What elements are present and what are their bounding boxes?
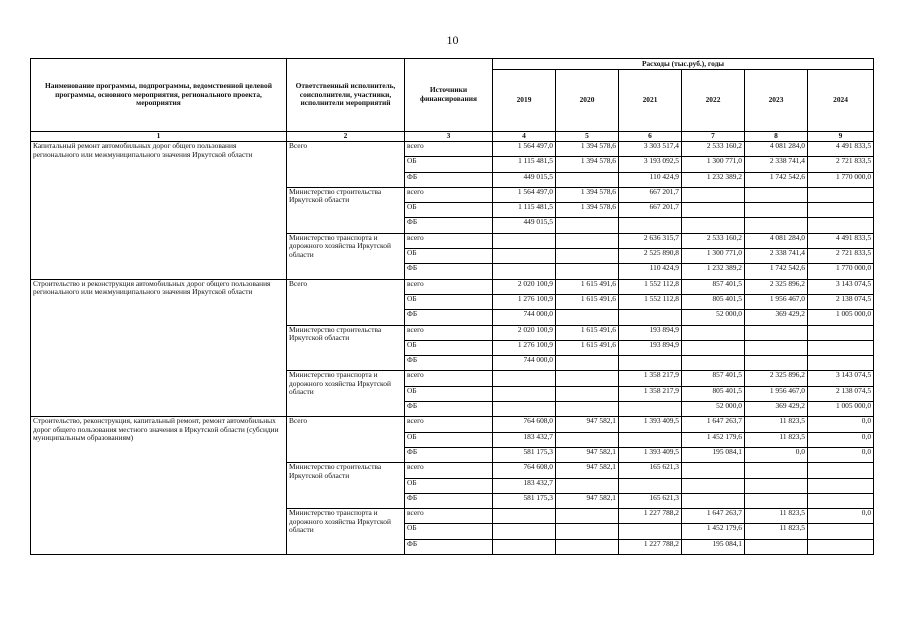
amount-cell: [745, 203, 808, 218]
amount-cell: [556, 264, 619, 279]
amount-cell: 805 401,5: [682, 294, 745, 309]
amount-cell: 2 138 074,5: [808, 294, 874, 309]
amount-cell: 1 393 409,5: [619, 447, 682, 462]
amount-cell: 449 015,5: [493, 172, 556, 187]
amount-cell: [619, 478, 682, 493]
amount-cell: [493, 386, 556, 401]
funding-source-cell: всего: [405, 325, 493, 340]
amount-cell: 110 424,9: [619, 172, 682, 187]
amount-cell: 369 429,2: [745, 402, 808, 417]
funding-source-cell: ОБ: [405, 432, 493, 447]
amount-cell: [556, 218, 619, 233]
column-index: 2: [287, 132, 405, 142]
funding-source-cell: всего: [405, 509, 493, 524]
amount-cell: 764 608,0: [493, 463, 556, 478]
amount-cell: 1 564 497,0: [493, 142, 556, 157]
page-number: 10: [446, 33, 459, 47]
table-row: [31, 417, 874, 432]
table-row: [31, 142, 874, 157]
executor-cell: Министерство строительства Иркутской области: [287, 463, 405, 509]
amount-cell: 2 721 833,5: [808, 249, 874, 264]
amount-cell: 857 401,5: [682, 371, 745, 386]
executor-cell: Министерство строительства Иркутской области: [287, 187, 405, 233]
amount-cell: 1 564 497,0: [493, 187, 556, 202]
amount-cell: 947 582,1: [556, 463, 619, 478]
amount-cell: [682, 493, 745, 508]
amount-cell: 4 491 833,5: [808, 233, 874, 248]
amount-cell: [556, 402, 619, 417]
amount-cell: 193 894,9: [619, 325, 682, 340]
amount-cell: 1 647 263,7: [682, 509, 745, 524]
column-index: 7: [682, 132, 745, 142]
funding-source-cell: всего: [405, 279, 493, 294]
amount-cell: 2 721 833,5: [808, 157, 874, 172]
amount-cell: 183 432,7: [493, 478, 556, 493]
amount-cell: [808, 463, 874, 478]
amount-cell: 1 394 578,6: [556, 187, 619, 202]
amount-cell: [493, 524, 556, 539]
amount-cell: [493, 249, 556, 264]
amount-cell: [682, 340, 745, 355]
header-year: 2021: [619, 69, 682, 131]
amount-cell: [745, 218, 808, 233]
amount-cell: 1 452 179,6: [682, 524, 745, 539]
amount-cell: 165 621,3: [619, 493, 682, 508]
amount-cell: 744 000,0: [493, 356, 556, 371]
amount-cell: 2 138 074,5: [808, 386, 874, 401]
amount-cell: 667 201,7: [619, 187, 682, 202]
amount-cell: 11 823,5: [745, 432, 808, 447]
amount-cell: [808, 340, 874, 355]
funding-source-cell: ФБ: [405, 172, 493, 187]
amount-cell: 1 358 217,9: [619, 386, 682, 401]
amount-cell: 449 015,5: [493, 218, 556, 233]
amount-cell: [745, 539, 808, 554]
amount-cell: [808, 218, 874, 233]
funding-source-cell: ФБ: [405, 447, 493, 462]
funding-source-cell: ФБ: [405, 402, 493, 417]
amount-cell: 1 358 217,9: [619, 371, 682, 386]
amount-cell: [493, 371, 556, 386]
amount-cell: 52 000,0: [682, 310, 745, 325]
amount-cell: 1 115 481,5: [493, 157, 556, 172]
amount-cell: 110 424,9: [619, 264, 682, 279]
column-index-row: [31, 132, 874, 142]
amount-cell: [619, 432, 682, 447]
funding-source-cell: всего: [405, 371, 493, 386]
funding-source-cell: ОБ: [405, 249, 493, 264]
executor-cell: Министерство транспорта и дорожного хозяйства Иркутской области: [287, 371, 405, 417]
amount-cell: [808, 325, 874, 340]
amount-cell: 1 227 788,2: [619, 539, 682, 554]
amount-cell: 1 552 112,8: [619, 294, 682, 309]
amount-cell: 11 823,5: [745, 524, 808, 539]
header-year: 2022: [682, 69, 745, 131]
amount-cell: 4 491 833,5: [808, 142, 874, 157]
amount-cell: [682, 218, 745, 233]
amount-cell: 1 115 481,5: [493, 203, 556, 218]
funding-source-cell: всего: [405, 142, 493, 157]
amount-cell: 3 303 517,4: [619, 142, 682, 157]
amount-cell: 764 608,0: [493, 417, 556, 432]
amount-cell: 195 084,1: [682, 447, 745, 462]
program-name-cell: Строительство, реконструкция, капитальный ремонт, ремонт автомобильных дорог общего пользования местного значения в Иркутской области (субсидии муниципальным образованиям): [31, 417, 287, 555]
amount-cell: 2 636 315,7: [619, 233, 682, 248]
amount-cell: [556, 386, 619, 401]
expenses-table: [30, 58, 874, 555]
amount-cell: 2 533 160,2: [682, 233, 745, 248]
amount-cell: [808, 203, 874, 218]
amount-cell: 1 615 491,6: [556, 294, 619, 309]
amount-cell: [619, 402, 682, 417]
amount-cell: 11 823,5: [745, 417, 808, 432]
funding-source-cell: всего: [405, 233, 493, 248]
amount-cell: 744 000,0: [493, 310, 556, 325]
amount-cell: [745, 187, 808, 202]
executor-cell: Министерство транспорта и дорожного хозяйства Иркутской области: [287, 509, 405, 555]
amount-cell: [556, 539, 619, 554]
amount-cell: 1 615 491,6: [556, 340, 619, 355]
executor-cell: Всего: [287, 417, 405, 463]
funding-source-cell: ФБ: [405, 493, 493, 508]
amount-cell: 1 956 467,0: [745, 386, 808, 401]
amount-cell: 3 193 092,5: [619, 157, 682, 172]
amount-cell: 165 621,3: [619, 463, 682, 478]
table-body: [31, 142, 874, 555]
executor-cell: Всего: [287, 142, 405, 188]
column-index: 4: [493, 132, 556, 142]
header-year: 2019: [493, 69, 556, 131]
amount-cell: 2 020 100,9: [493, 325, 556, 340]
amount-cell: 2 338 741,4: [745, 249, 808, 264]
amount-cell: 11 823,5: [745, 509, 808, 524]
header-year: 2023: [745, 69, 808, 131]
funding-source-cell: всего: [405, 417, 493, 432]
funding-source-cell: ФБ: [405, 539, 493, 554]
funding-source-cell: всего: [405, 463, 493, 478]
amount-cell: [556, 478, 619, 493]
header-expenses: Расходы (тыс.руб.), годы: [493, 59, 874, 70]
amount-cell: [682, 325, 745, 340]
column-index: 3: [405, 132, 493, 142]
amount-cell: [556, 524, 619, 539]
executor-cell: Министерство транспорта и дорожного хозяйства Иркутской области: [287, 233, 405, 279]
amount-cell: [682, 463, 745, 478]
funding-source-cell: ФБ: [405, 356, 493, 371]
amount-cell: 2 338 741,4: [745, 157, 808, 172]
amount-cell: [493, 402, 556, 417]
amount-cell: 1 647 263,7: [682, 417, 745, 432]
amount-cell: [493, 233, 556, 248]
amount-cell: [619, 356, 682, 371]
amount-cell: 857 401,5: [682, 279, 745, 294]
amount-cell: 1 394 578,6: [556, 142, 619, 157]
amount-cell: [619, 310, 682, 325]
amount-cell: 1 615 491,6: [556, 325, 619, 340]
header-year: 2020: [556, 69, 619, 131]
header-funding-source: Источники финансирования: [405, 59, 493, 132]
header-year: 2024: [808, 69, 874, 131]
amount-cell: 2 533 160,2: [682, 142, 745, 157]
funding-source-cell: ОБ: [405, 203, 493, 218]
funding-source-cell: всего: [405, 187, 493, 202]
funding-source-cell: ОБ: [405, 478, 493, 493]
amount-cell: [682, 478, 745, 493]
amount-cell: 1 615 491,6: [556, 279, 619, 294]
amount-cell: [745, 478, 808, 493]
amount-cell: 947 582,1: [556, 417, 619, 432]
amount-cell: [745, 463, 808, 478]
amount-cell: 1 276 100,9: [493, 294, 556, 309]
amount-cell: 4 081 284,0: [745, 142, 808, 157]
amount-cell: 1 300 771,0: [682, 157, 745, 172]
amount-cell: 1 742 542,6: [745, 264, 808, 279]
amount-cell: 947 582,1: [556, 447, 619, 462]
amount-cell: 1 452 179,6: [682, 432, 745, 447]
funding-source-cell: ОБ: [405, 294, 493, 309]
amount-cell: [556, 233, 619, 248]
amount-cell: 1 005 000,0: [808, 310, 874, 325]
amount-cell: 1 394 578,6: [556, 203, 619, 218]
amount-cell: 1 232 389,2: [682, 172, 745, 187]
amount-cell: [619, 218, 682, 233]
funding-source-cell: ОБ: [405, 524, 493, 539]
amount-cell: 2 325 896,2: [745, 371, 808, 386]
amount-cell: [808, 478, 874, 493]
amount-cell: 369 429,2: [745, 310, 808, 325]
amount-cell: [619, 524, 682, 539]
amount-cell: [682, 203, 745, 218]
amount-cell: 581 175,3: [493, 493, 556, 508]
amount-cell: [493, 509, 556, 524]
amount-cell: 2 325 896,2: [745, 279, 808, 294]
amount-cell: [682, 356, 745, 371]
amount-cell: [556, 509, 619, 524]
amount-cell: [808, 356, 874, 371]
table-row: [31, 279, 874, 294]
amount-cell: 947 582,1: [556, 493, 619, 508]
amount-cell: 1 393 409,5: [619, 417, 682, 432]
funding-source-cell: ОБ: [405, 386, 493, 401]
amount-cell: [556, 432, 619, 447]
column-index: 5: [556, 132, 619, 142]
program-name-cell: Капитальный ремонт автомобильных дорог общего пользования регионального или межмуниципального значения Иркутской области: [31, 142, 287, 280]
amount-cell: 0,0: [808, 509, 874, 524]
funding-source-cell: ОБ: [405, 157, 493, 172]
amount-cell: 0,0: [745, 447, 808, 462]
amount-cell: 1 956 467,0: [745, 294, 808, 309]
amount-cell: 581 175,3: [493, 447, 556, 462]
column-index: 8: [745, 132, 808, 142]
funding-source-cell: ОБ: [405, 340, 493, 355]
amount-cell: 193 894,9: [619, 340, 682, 355]
amount-cell: 4 081 284,0: [745, 233, 808, 248]
amount-cell: 1 770 000,0: [808, 264, 874, 279]
funding-source-cell: ФБ: [405, 218, 493, 233]
amount-cell: 195 084,1: [682, 539, 745, 554]
amount-cell: [682, 187, 745, 202]
amount-cell: 1 770 000,0: [808, 172, 874, 187]
amount-cell: 2 020 100,9: [493, 279, 556, 294]
header-executor: Ответственный исполнитель, соисполнители, участники, исполнители мероприятий: [287, 59, 405, 132]
amount-cell: [493, 264, 556, 279]
amount-cell: 1 394 578,6: [556, 157, 619, 172]
amount-cell: [493, 539, 556, 554]
amount-cell: 1 232 389,2: [682, 264, 745, 279]
amount-cell: 1 552 112,8: [619, 279, 682, 294]
amount-cell: 1 742 542,6: [745, 172, 808, 187]
amount-cell: 0,0: [808, 417, 874, 432]
amount-cell: [556, 356, 619, 371]
amount-cell: [745, 340, 808, 355]
amount-cell: [808, 493, 874, 508]
amount-cell: 805 401,5: [682, 386, 745, 401]
amount-cell: 1 276 100,9: [493, 340, 556, 355]
amount-cell: 183 432,7: [493, 432, 556, 447]
amount-cell: 1 227 788,2: [619, 509, 682, 524]
amount-cell: 667 201,7: [619, 203, 682, 218]
program-name-cell: Строительство и реконструкция автомобильных дорог общего пользования регионального или межмуниципального значения Иркутской области: [31, 279, 287, 417]
header-program-name: Наименование программы, подпрограммы, ведомственной целевой программы, основного мероприятия, регионального проекта, мероприятия: [31, 59, 287, 132]
executor-cell: Всего: [287, 279, 405, 325]
amount-cell: [556, 310, 619, 325]
amount-cell: [556, 172, 619, 187]
executor-cell: Министерство строительства Иркутской области: [287, 325, 405, 371]
amount-cell: [808, 524, 874, 539]
amount-cell: [745, 325, 808, 340]
amount-cell: 3 143 074,5: [808, 371, 874, 386]
amount-cell: 1 005 000,0: [808, 402, 874, 417]
funding-source-cell: ФБ: [405, 310, 493, 325]
amount-cell: 1 300 771,0: [682, 249, 745, 264]
amount-cell: [745, 356, 808, 371]
amount-cell: 52 000,0: [682, 402, 745, 417]
amount-cell: [556, 371, 619, 386]
amount-cell: 3 143 074,5: [808, 279, 874, 294]
column-index: 9: [808, 132, 874, 142]
amount-cell: [745, 493, 808, 508]
amount-cell: 2 525 890,8: [619, 249, 682, 264]
column-index: 6: [619, 132, 682, 142]
column-index: 1: [31, 132, 287, 142]
funding-source-cell: ФБ: [405, 264, 493, 279]
amount-cell: [556, 249, 619, 264]
amount-cell: 0,0: [808, 447, 874, 462]
amount-cell: [808, 187, 874, 202]
amount-cell: 0,0: [808, 432, 874, 447]
amount-cell: [808, 539, 874, 554]
